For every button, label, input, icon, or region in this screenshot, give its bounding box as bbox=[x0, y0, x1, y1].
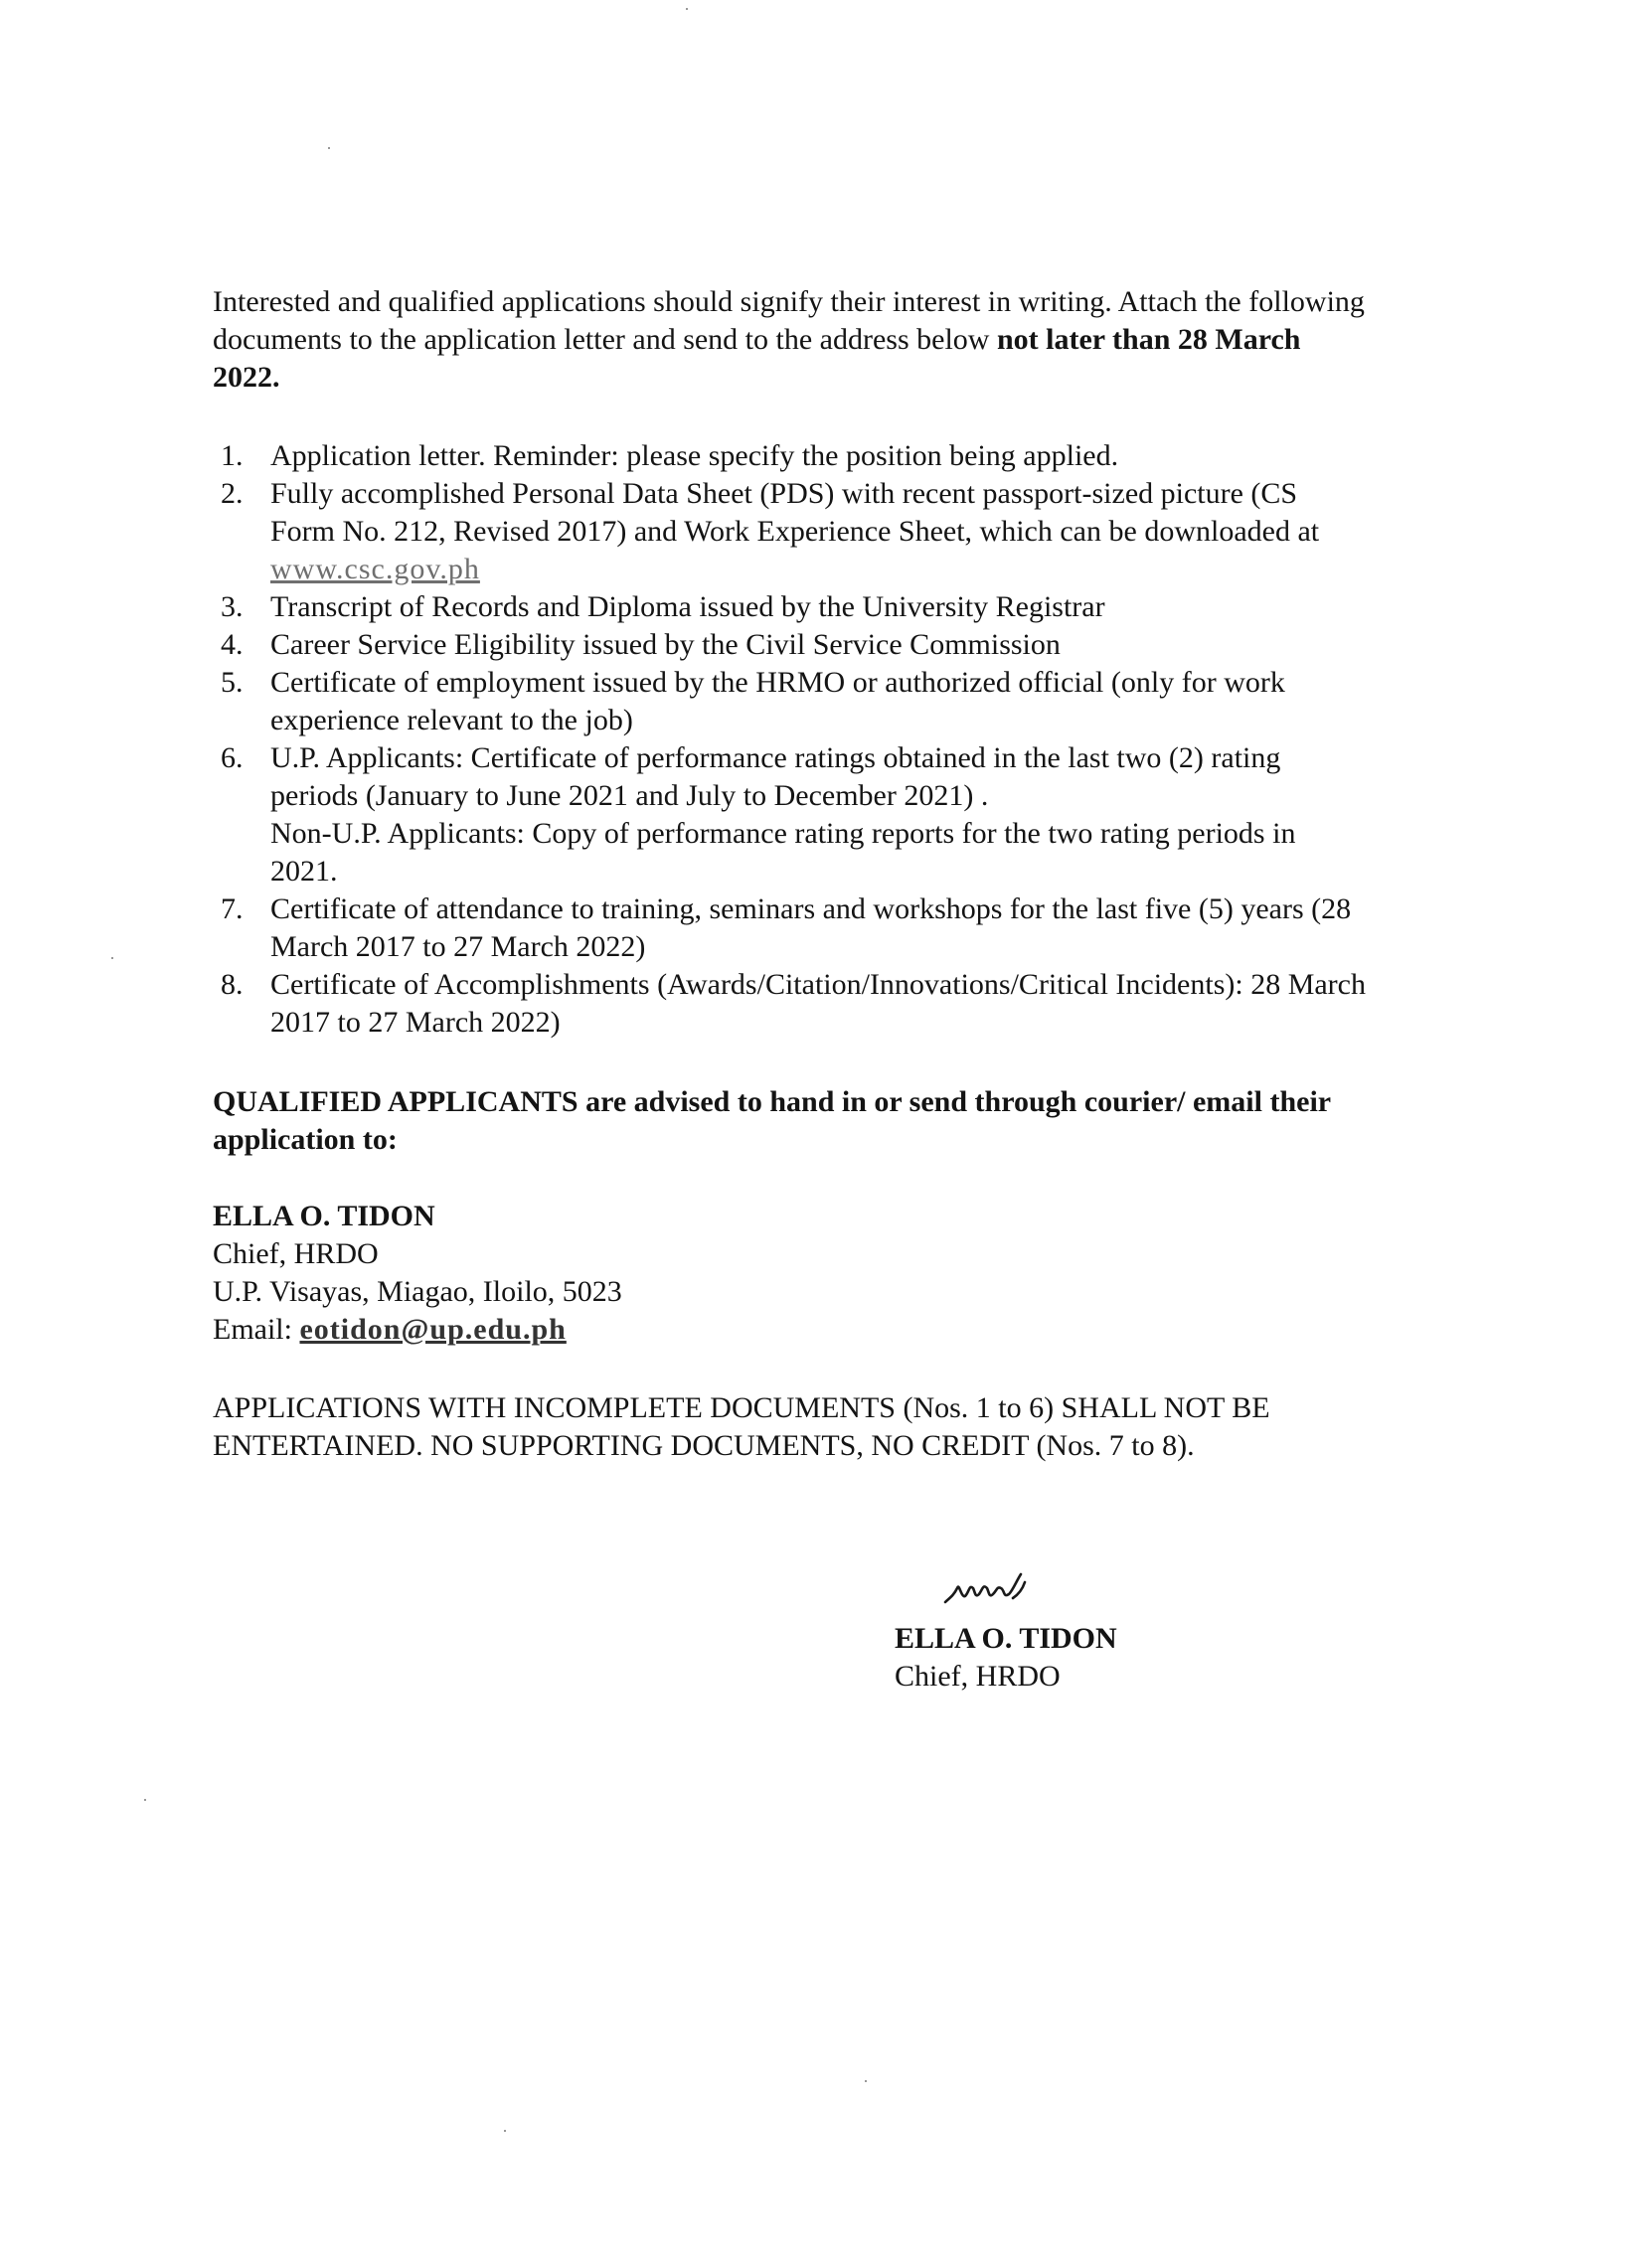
email-label: Email: bbox=[213, 1313, 300, 1346]
list-item-number: 3. bbox=[221, 590, 244, 623]
intro-paragraph bbox=[213, 283, 1366, 397]
signatory-block bbox=[895, 1620, 1117, 1696]
contact-name: ELLA O. TIDON bbox=[213, 1200, 435, 1232]
qualified-applicants-note bbox=[213, 1083, 1366, 1159]
qualified-rest: are advised to hand in or send through courier/ email their application to: bbox=[213, 1085, 1331, 1156]
scan-speck bbox=[328, 147, 330, 149]
list-item-text: Certificate of employment issued by the HRMO or authorized official (only for work experience relevant to the job) bbox=[270, 666, 1285, 736]
intro-text: Interested and qualified applications should signify their interest in writing. Attach the following documents to the application letter and send to the address below bbox=[213, 285, 1365, 356]
scan-speck bbox=[111, 957, 113, 959]
qualified-lead: QUALIFIED APPLICANTS bbox=[213, 1085, 578, 1118]
list-item-number: 7. bbox=[221, 892, 244, 925]
email-link[interactable]: eotidon@up.edu.ph bbox=[299, 1313, 567, 1346]
list-item-text: Certificate of attendance to training, seminars and workshops for the last five (5) years (28 March 2017 to 27 March 2022) bbox=[270, 892, 1352, 963]
list-item-number: 6. bbox=[221, 741, 244, 774]
list-item-text: Career Service Eligibility issued by the Civil Service Commission bbox=[270, 628, 1061, 661]
incomplete-documents-notice bbox=[213, 1389, 1366, 1465]
list-item bbox=[213, 664, 1366, 739]
csc-website-link[interactable]: www.csc.gov.ph bbox=[270, 553, 480, 585]
list-item-number: 8. bbox=[221, 968, 244, 1001]
list-item-number: 1. bbox=[221, 439, 244, 472]
list-item-text: Fully accomplished Personal Data Sheet (PDS) with recent passport-sized picture (CS Form No. 212, Revised 2017) and Work Experience Sheet, which can be downloaded at bbox=[270, 477, 1320, 548]
list-item bbox=[213, 437, 1366, 475]
list-item-number: 5. bbox=[221, 666, 244, 699]
contact-address: U.P. Visayas, Miagao, Iloilo, 5023 bbox=[213, 1275, 622, 1308]
contact-title: Chief, HRDO bbox=[213, 1237, 379, 1270]
contact-email-line bbox=[213, 1311, 1366, 1349]
list-item-text: Application letter. Reminder: please specify the position being applied. bbox=[270, 439, 1119, 472]
signature-icon bbox=[939, 1558, 1049, 1618]
list-item-text: U.P. Applicants: Certificate of performance ratings obtained in the last two (2) rating periods (January to June 2021 and July to December 2021) . bbox=[270, 741, 1281, 812]
scan-speck bbox=[686, 8, 688, 10]
list-item-text-secondary: Non-U.P. Applicants: Copy of performance rating reports for the two rating periods in 2021. bbox=[270, 817, 1296, 888]
list-item bbox=[213, 739, 1366, 891]
list-item bbox=[213, 475, 1366, 588]
list-item bbox=[213, 891, 1366, 966]
notice-text: APPLICATIONS WITH INCOMPLETE DOCUMENTS (Nos. 1 to 6) SHALL NOT BE ENTERTAINED. NO SUPPORTING DOCUMENTS, NO CREDIT (Nos. 7 to 8). bbox=[213, 1391, 1270, 1462]
scan-speck bbox=[144, 1799, 146, 1801]
signatory-title: Chief, HRDO bbox=[895, 1660, 1061, 1693]
list-item-text: Certificate of Accomplishments (Awards/Citation/Innovations/Critical Incidents): 28 March 2017 to 27 March 2022) bbox=[270, 968, 1366, 1039]
list-item bbox=[213, 626, 1366, 664]
list-item-text: Transcript of Records and Diploma issued by the University Registrar bbox=[270, 590, 1105, 623]
deadline-text: not later than 28 March 2022. bbox=[213, 323, 1301, 394]
contact-block bbox=[213, 1198, 1366, 1349]
list-item bbox=[213, 966, 1366, 1042]
list-item-number: 2. bbox=[221, 477, 244, 510]
scan-speck bbox=[865, 2080, 867, 2082]
signatory-name: ELLA O. TIDON bbox=[895, 1622, 1117, 1655]
scan-speck bbox=[504, 2130, 506, 2132]
requirements-list bbox=[213, 437, 1366, 1042]
list-item-number: 4. bbox=[221, 628, 244, 661]
list-item bbox=[213, 588, 1366, 626]
